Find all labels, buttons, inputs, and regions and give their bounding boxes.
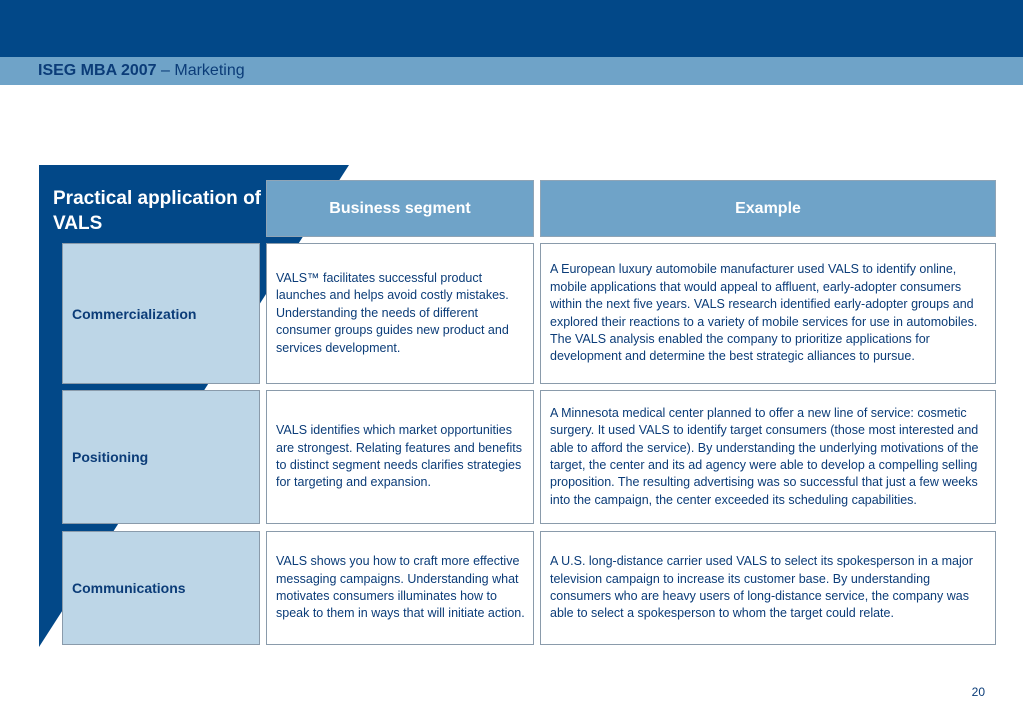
column-header-business-segment: Business segment [266, 180, 534, 237]
segment-text: VALS™ facilitates successful product launches and helps avoid costly mistakes. Understanding the needs of different consumer groups guides new product and services development. [276, 270, 509, 355]
slide-title: Practical application of VALS [53, 188, 261, 234]
header-title [38, 62, 245, 80]
example-cell-commercialization [540, 243, 996, 384]
column-header-example: Example [540, 180, 996, 237]
top-banner [0, 0, 1023, 57]
segment-text: VALS identifies which market opportunities are strongest. Relating features and benefits to distinct segment needs clarifies strategies for targeting and expansion. [276, 423, 522, 490]
example-cell-communications [540, 531, 996, 645]
row-label-commercialization: Commercialization [62, 243, 260, 384]
page-number: 20 [971, 685, 985, 699]
example-text: A Minnesota medical center planned to offer a new line of service: cosmetic surgery. It used VALS to identify target consumers (those most interested and able to afford the service). By understanding the underlying motivations of the target, the center and its ad agency were able to develop a compelling selling proposition. The resulting advertising was so successful that just a few weeks into the campaign, the center exceeded its scheduling capabilities. [550, 405, 979, 507]
segment-cell-commercialization [266, 243, 534, 384]
row-label-communications: Communications [62, 531, 260, 645]
course-name: ISEG MBA 2007 [38, 62, 157, 79]
example-cell-positioning [540, 390, 996, 524]
example-text: A European luxury automobile manufacturer used VALS to identify online, mobile applications that would appeal to affluent, early-adopter consumers within the next five years. VALS research identified early-adopter groups and explored their reactions to a variety of mobile services for use in automobiles. The VALS analysis enabled the company to prioritize applications for development and determine the best strategic alliances to pursue. [550, 262, 978, 364]
course-subject: – Marketing [161, 62, 245, 79]
segment-text: VALS shows you how to craft more effective messaging campaigns. Understanding what motivates consumers illuminates how to speak to them in ways that will initiate action. [276, 554, 525, 621]
example-text: A U.S. long-distance carrier used VALS to select its spokesperson in a major television campaign to increase its customer base. By understanding consumers who are heavy users of long-distance service, the company was able to select a spokesperson to whom the target could relate. [550, 554, 973, 621]
row-label-positioning: Positioning [62, 390, 260, 524]
segment-cell-positioning [266, 390, 534, 524]
segment-cell-communications [266, 531, 534, 645]
